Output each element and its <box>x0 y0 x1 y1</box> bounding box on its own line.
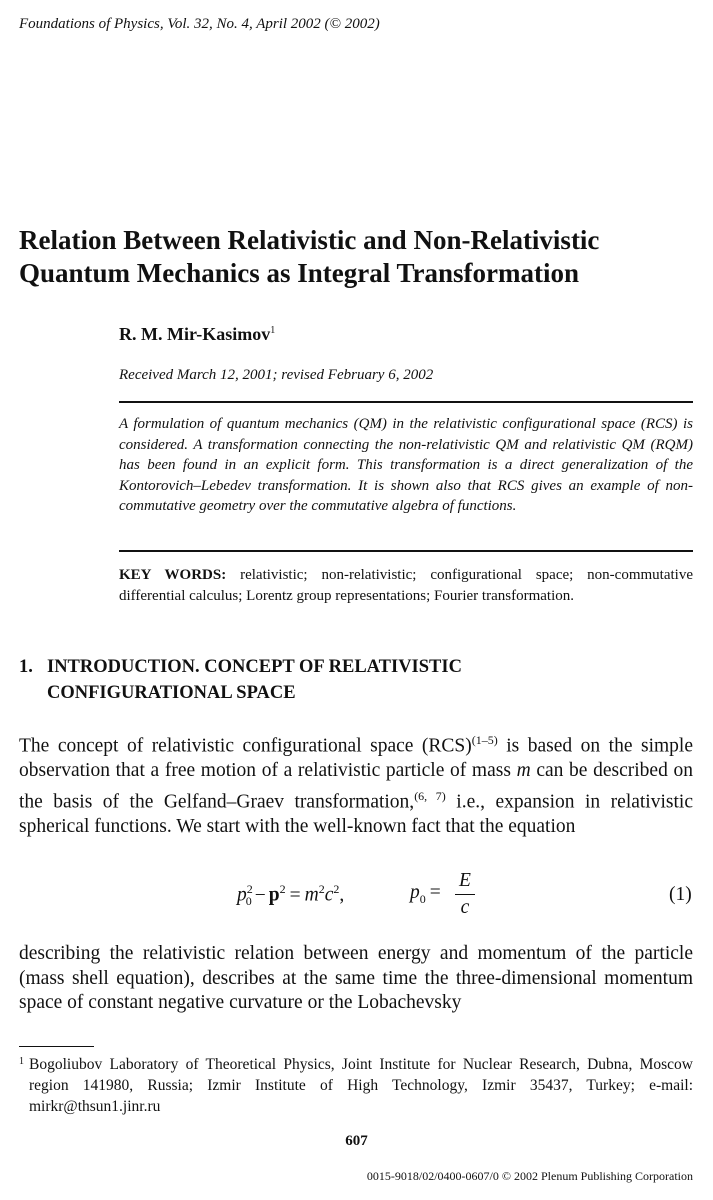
section-number: 1. <box>19 657 33 677</box>
keywords-text: relativistic; non-relativistic; configurational space; non-commutative differential calculus; Lorentz group representations; Fourier transformation. <box>119 567 693 604</box>
keywords <box>119 565 693 607</box>
abstract-bottom-rule <box>119 550 693 552</box>
eq-comma: , <box>339 884 345 906</box>
eq-sup: 2 <box>246 882 253 896</box>
title-line-1: Relation Between Relativistic and Non-Relativistic <box>19 225 600 255</box>
mass-shell-formula <box>237 882 344 909</box>
section-title-line-1: INTRODUCTION. CONCEPT OF RELATIVISTIC <box>47 657 462 677</box>
eq-p: p <box>237 884 247 906</box>
eq-equals-2: = <box>429 882 441 903</box>
p0-definition <box>410 882 445 907</box>
paragraph-1-text-d: i.e., expansion in relativistic spherical functions. We start with the well-known fact that the equation <box>19 791 693 837</box>
eq-c: c <box>324 884 334 906</box>
paragraph-1-text-b: is based on the simple observation that a free motion of a relativistic particle of mass <box>19 735 693 781</box>
paper-title <box>19 224 699 290</box>
page-number: 607 <box>345 1133 368 1149</box>
footnote <box>19 1054 693 1117</box>
author-footnote-mark: 1 <box>270 325 276 336</box>
title-line-2: Quantum Mechanics as Integral Transformation <box>19 258 579 288</box>
section-title-line-2: CONFIGURATIONAL SPACE <box>47 683 296 703</box>
paragraph-1-text-c: can be described on the basis of the Gelfand–Graev transformation, <box>19 760 693 812</box>
fraction-numerator: E <box>459 870 471 891</box>
eq-bold-p: p <box>268 884 280 906</box>
eq-sub: 0 <box>245 894 252 909</box>
author-name: R. M. Mir-Kasimov <box>119 324 271 344</box>
paragraph-1 <box>19 728 693 839</box>
footnote-mark: 1 <box>19 1056 24 1067</box>
equation-1 <box>237 870 693 922</box>
eq-sup: 2 <box>333 882 340 896</box>
citation-1-5: (1–5) <box>471 733 498 747</box>
fraction <box>455 870 475 919</box>
footnote-text: Bogoliubov Laboratory of Theoretical Physics, Joint Institute for Nuclear Research, Dubna, Moscow region 141980, Russia; Izmir Institute of High Technology, Izmir 35437, Turkey; e-mail: mirkr@thsun1.jinr.ru <box>29 1056 693 1115</box>
paragraph-2: describing the relativistic relation between energy and momentum of the particle (mass shell equation), describes at the same time the three-dimensional momentum space of constant negative curvature or the Lobachevsky <box>19 943 693 1013</box>
abstract: A formulation of quantum mechanics (QM) in the relativistic configurational space (RCS) is considered. A transformation connecting the non-relativistic QM and relativistic QM (RQM) has been found in an explicit form. This transformation is a direct generalization of the Kontorovich–Lebedev transformation. It is shown also that RCS gives an example of non-commutative geometry over the commutative algebra of functions. <box>119 416 693 515</box>
publisher-line: 0015-9018/02/0400-0607/0 © 2002 Plenum Publishing Corporation <box>366 1169 693 1183</box>
eq-p0-sub: 0 <box>419 891 426 906</box>
eq-minus: − <box>254 884 266 906</box>
journal-citation: Foundations of Physics, Vol. 32, No. 4, April 2002 (© 2002) <box>19 16 380 32</box>
fraction-bar <box>455 894 475 895</box>
received-dates: Received March 12, 2001; revised February 6, 2002 <box>119 367 434 383</box>
author <box>119 324 275 345</box>
section-heading <box>19 654 619 706</box>
abstract-top-rule <box>119 401 693 403</box>
paragraph-1-text-a: The concept of relativistic configurational space (RCS) <box>19 735 472 757</box>
eq-p0: p <box>410 882 420 903</box>
footnote-rule <box>19 1046 94 1047</box>
keywords-label: KEY WORDS: <box>119 567 227 583</box>
eq-m: m <box>304 884 319 906</box>
fraction-denominator: c <box>460 897 470 918</box>
eq-sup: 2 <box>318 882 325 896</box>
eq-sup: 2 <box>279 882 286 896</box>
equation-number: (1) <box>669 884 692 905</box>
citation-6-7: (6, 7) <box>414 788 446 803</box>
mass-symbol: m <box>516 760 531 781</box>
eq-equals: = <box>289 884 301 906</box>
